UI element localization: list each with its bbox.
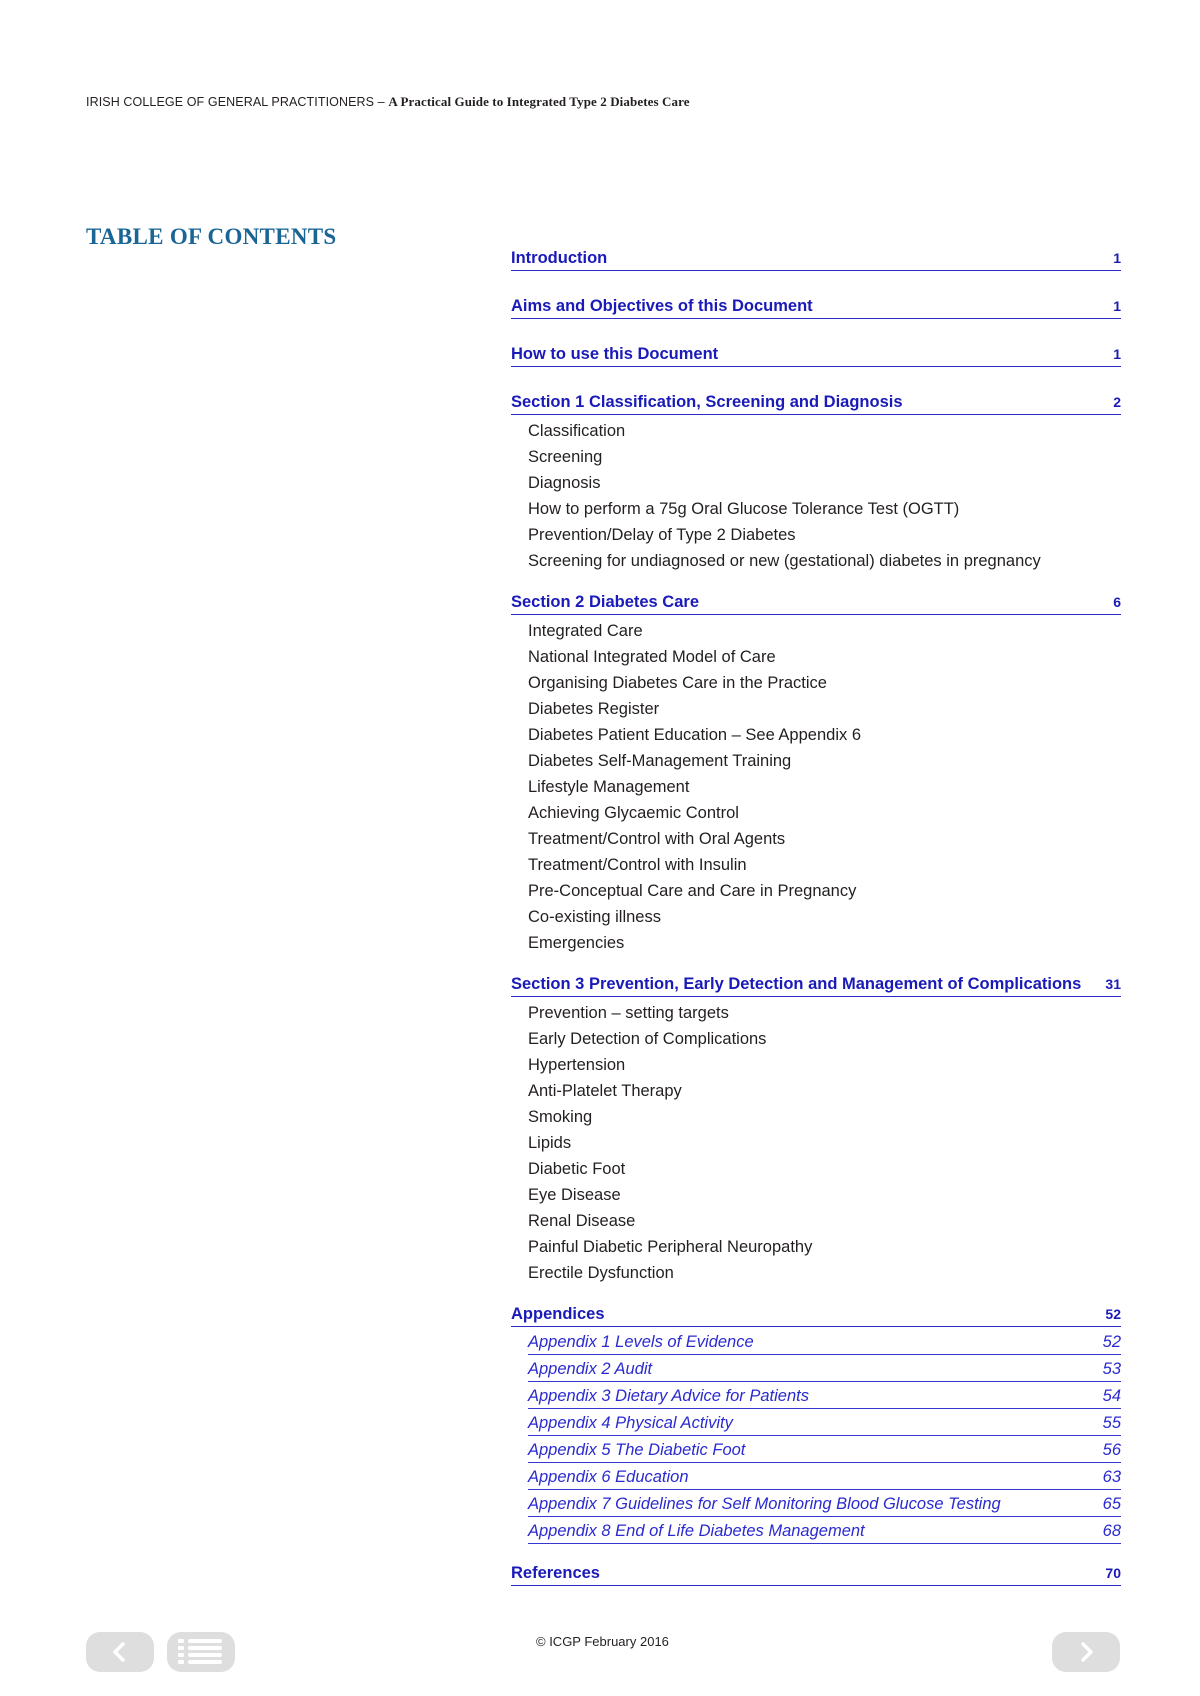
list-item: National Integrated Model of Care xyxy=(528,648,776,666)
list-item: Diabetes Self-Management Training xyxy=(528,752,792,770)
chevron-right-icon xyxy=(1075,1641,1097,1663)
list-item: Early Detection of Complications xyxy=(528,1030,767,1048)
chevron-left-icon xyxy=(109,1641,131,1663)
toc-entry-section-1[interactable] xyxy=(511,388,1121,415)
appendix-page: 65 xyxy=(1102,1495,1121,1513)
list-item: Lifestyle Management xyxy=(528,778,690,796)
toc-entry-label: Introduction xyxy=(511,249,608,267)
appendix-label: Appendix 6 Education xyxy=(528,1468,689,1486)
list-item: How to perform a 75g Oral Glucose Tolerance Test (OGTT) xyxy=(528,500,960,518)
list-item: Prevention/Delay of Type 2 Diabetes xyxy=(528,526,796,544)
list-item: Treatment/Control with Insulin xyxy=(528,856,747,874)
appendix-page: 54 xyxy=(1102,1387,1121,1405)
next-page-button[interactable] xyxy=(1052,1632,1120,1672)
appendix-link-8[interactable] xyxy=(528,1518,1121,1544)
list-item: Pre-Conceptual Care and Care in Pregnancy xyxy=(528,882,857,900)
list-item: Treatment/Control with Oral Agents xyxy=(528,830,786,848)
list-item: Hypertension xyxy=(528,1056,626,1074)
copyright-notice: © ICGP February 2016 xyxy=(536,1634,669,1649)
list-item: Classification xyxy=(528,422,626,440)
appendix-label: Appendix 2 Audit xyxy=(528,1360,653,1378)
contents-button[interactable] xyxy=(167,1632,235,1672)
toc-entry-page: 2 xyxy=(1113,394,1121,410)
appendix-page: 52 xyxy=(1102,1333,1121,1351)
appendix-label: Appendix 4 Physical Activity xyxy=(528,1414,733,1432)
appendix-page: 53 xyxy=(1102,1360,1121,1378)
toc-entry-introduction[interactable] xyxy=(511,244,1121,271)
previous-page-button[interactable] xyxy=(86,1632,154,1672)
toc-entry-label: Section 1 Classification, Screening and Diagnosis xyxy=(511,393,903,411)
toc-entry-section-2[interactable] xyxy=(511,588,1121,615)
appendix-page: 68 xyxy=(1102,1522,1121,1540)
toc-entry-page: 1 xyxy=(1113,250,1121,266)
list-item: Smoking xyxy=(528,1108,593,1126)
list-item: Diagnosis xyxy=(528,474,601,492)
list-item: Anti-Platelet Therapy xyxy=(528,1082,682,1100)
toc-entry-label: Section 2 Diabetes Care xyxy=(511,593,699,611)
list-item: Achieving Glycaemic Control xyxy=(528,804,739,822)
appendix-list xyxy=(511,1329,1121,1544)
toc-entry-page: 1 xyxy=(1113,298,1121,314)
toc-entry-aims[interactable] xyxy=(511,292,1121,319)
toc-entry-label: Appendices xyxy=(511,1305,605,1323)
section-3-topics xyxy=(511,1000,1121,1286)
list-item: Diabetic Foot xyxy=(528,1160,626,1178)
appendix-link-5[interactable] xyxy=(528,1437,1121,1463)
section-2-topics xyxy=(511,618,1121,956)
toc-entry-page: 31 xyxy=(1105,976,1121,992)
appendix-link-2[interactable] xyxy=(528,1356,1121,1382)
list-item: Diabetes Patient Education – See Appendix 6 xyxy=(528,726,861,744)
toc-entry-label: How to use this Document xyxy=(511,345,719,363)
list-item: Eye Disease xyxy=(528,1186,621,1204)
list-item: Organising Diabetes Care in the Practice xyxy=(528,674,827,692)
list-item: Emergencies xyxy=(528,934,625,952)
table-of-contents xyxy=(511,244,1121,1586)
appendix-label: Appendix 8 End of Life Diabetes Management xyxy=(528,1522,865,1540)
running-header xyxy=(86,94,690,110)
list-item: Renal Disease xyxy=(528,1212,636,1230)
toc-entry-references[interactable] xyxy=(511,1559,1121,1586)
appendix-link-1[interactable] xyxy=(528,1329,1121,1355)
header-org: IRISH COLLEGE OF GENERAL PRACTITIONERS – xyxy=(86,95,385,109)
appendix-page: 63 xyxy=(1102,1468,1121,1486)
toc-entry-section-3[interactable] xyxy=(511,970,1121,997)
list-item: Diabetes Register xyxy=(528,700,660,718)
toc-entry-page: 1 xyxy=(1113,346,1121,362)
list-item: Co-existing illness xyxy=(528,908,661,926)
header-title: A Practical Guide to Integrated Type 2 Diabetes Care xyxy=(388,94,690,109)
list-item: Integrated Care xyxy=(528,622,643,640)
list-item: Lipids xyxy=(528,1134,572,1152)
appendix-label: Appendix 7 Guidelines for Self Monitoring Blood Glucose Testing xyxy=(528,1495,1001,1513)
section-1-topics xyxy=(511,418,1121,574)
list-item: Screening xyxy=(528,448,603,466)
page-title: TABLE OF CONTENTS xyxy=(86,224,337,249)
appendix-link-3[interactable] xyxy=(528,1383,1121,1409)
list-icon xyxy=(176,1635,226,1669)
list-item: Painful Diabetic Peripheral Neuropathy xyxy=(528,1238,813,1256)
toc-entry-label: Section 3 Prevention, Early Detection and Management of Complications xyxy=(511,975,1082,993)
toc-entry-label: References xyxy=(511,1564,600,1582)
toc-entry-page: 70 xyxy=(1105,1565,1121,1581)
appendix-link-6[interactable] xyxy=(528,1464,1121,1490)
appendix-link-7[interactable] xyxy=(528,1491,1121,1517)
appendix-label: Appendix 3 Dietary Advice for Patients xyxy=(528,1387,809,1405)
list-item: Erectile Dysfunction xyxy=(528,1264,674,1282)
appendix-label: Appendix 5 The Diabetic Foot xyxy=(528,1441,746,1459)
toc-entry-how-to-use[interactable] xyxy=(511,340,1121,367)
appendix-link-4[interactable] xyxy=(528,1410,1121,1436)
list-item: Screening for undiagnosed or new (gestational) diabetes in pregnancy xyxy=(528,552,1041,570)
toc-entry-page: 6 xyxy=(1113,594,1121,610)
list-item: Prevention – setting targets xyxy=(528,1004,729,1022)
toc-entry-page: 52 xyxy=(1105,1306,1121,1322)
appendix-page: 56 xyxy=(1102,1441,1121,1459)
appendix-label: Appendix 1 Levels of Evidence xyxy=(528,1333,754,1351)
toc-entry-label: Aims and Objectives of this Document xyxy=(511,297,813,315)
toc-entry-appendices[interactable] xyxy=(511,1300,1121,1327)
appendix-page: 55 xyxy=(1102,1414,1121,1432)
